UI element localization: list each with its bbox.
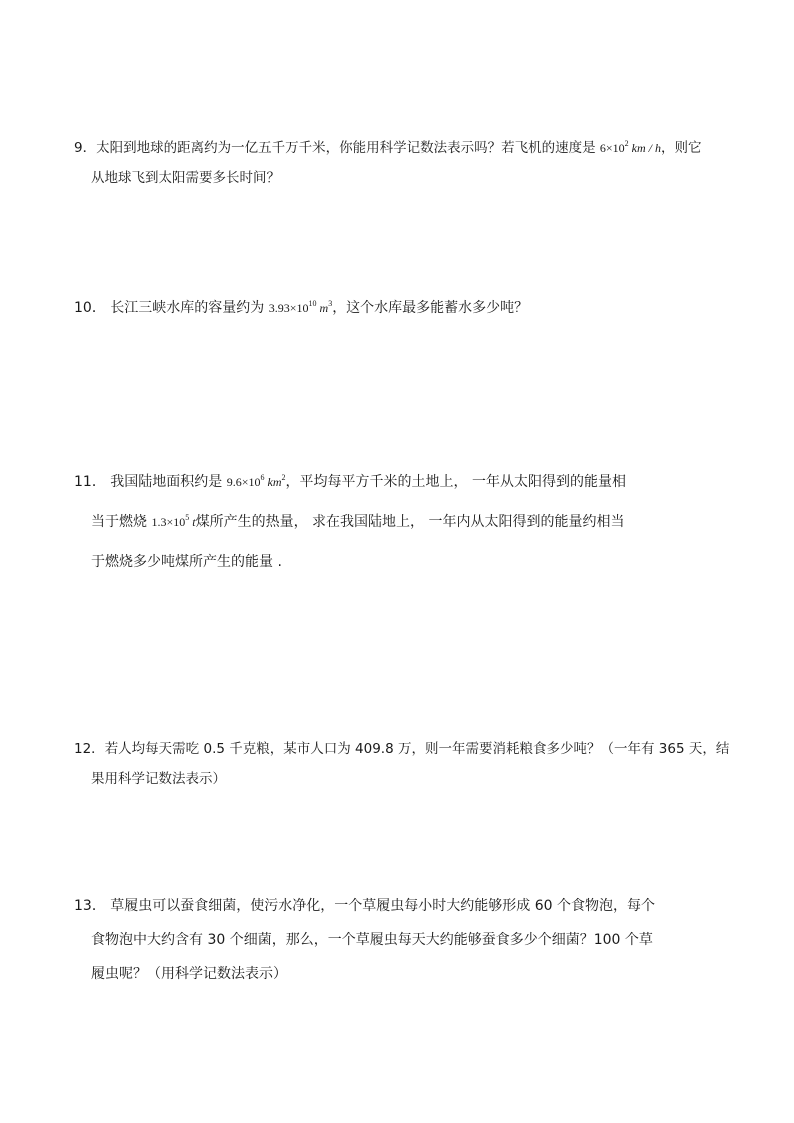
area-exponent: 6 — [260, 473, 265, 482]
area-unit: km — [267, 475, 282, 489]
speed-expression — [600, 141, 661, 155]
question-11 — [74, 462, 724, 582]
area-expression — [227, 475, 286, 489]
question-text: ，平均每平方千米的土地上， 一年从太阳得到的能量相 — [285, 474, 626, 490]
speed-exponent: 2 — [624, 139, 629, 148]
question-10 — [74, 293, 724, 323]
capacity-unit-exponent: 3 — [328, 299, 333, 308]
question-number: 9． — [74, 140, 97, 156]
question-13-line-1 — [74, 889, 724, 923]
coal-exponent: 5 — [185, 513, 190, 522]
question-text: 当于燃烧 — [91, 514, 147, 530]
speed-base: 10 — [612, 141, 625, 155]
coal-coefficient: 1.3 — [151, 515, 167, 529]
question-12 — [74, 734, 730, 794]
coal-unit: t — [192, 515, 196, 529]
times-sign: × — [241, 475, 249, 489]
question-number: 13． — [74, 898, 106, 914]
question-9-line-2: 从地球飞到太阳需要多长时间？ — [91, 170, 280, 186]
question-text: 我国陆地面积约是 — [110, 474, 223, 490]
question-number: 11． — [74, 474, 106, 490]
question-text: 煤所产生的热量， 求在我国陆地上， 一年内从太阳得到的能量约相当 — [195, 514, 625, 530]
area-unit-exponent: 2 — [281, 473, 286, 482]
question-9 — [74, 133, 724, 193]
question-13-line-3: 履虫呢？（用科学记数法表示） — [91, 966, 287, 982]
area-coefficient: 9.6 — [226, 475, 242, 489]
capacity-expression — [269, 301, 332, 315]
question-11-line-2 — [74, 502, 724, 542]
question-13 — [74, 889, 724, 991]
question-13-line-2: 食物泡中大约含有 30 个细菌，那么，一个草履虫每天大约能够蚕食多少个细菌？100 个草 — [91, 932, 653, 948]
question-text: 草履虫可以蚕食细菌，使污水净化，一个草履虫每小时大约能够形成 60 个食物泡，每个 — [110, 898, 655, 914]
capacity-unit: m — [319, 301, 329, 315]
question-10-line-1 — [74, 293, 724, 323]
capacity-base: 10 — [296, 301, 309, 315]
times-sign: × — [166, 515, 174, 529]
question-11-line-3: 于燃烧多少吨煤所产生的能量 . — [91, 554, 282, 570]
question-9-line-1 — [74, 133, 724, 163]
capacity-exponent: 10 — [308, 299, 317, 308]
question-12-line-2: 果用科学记数法表示） — [91, 771, 226, 787]
area-base: 10 — [248, 475, 261, 489]
question-text: ，这个水库最多能蓄水多少吨？ — [332, 300, 529, 316]
question-text: 太阳到地球的距离约为一亿五千万千米，你能用科学记数法表示吗？若飞机的速度是 — [96, 140, 596, 156]
coal-expression — [151, 515, 195, 529]
question-12-line-1 — [74, 734, 730, 764]
speed-unit: km / h — [631, 141, 661, 155]
speed-coefficient: 6 — [599, 141, 606, 155]
question-text: 长江三峡水库的容量约为 — [110, 300, 265, 316]
capacity-coefficient: 3.93 — [268, 301, 290, 315]
coal-base: 10 — [173, 515, 186, 529]
question-text: 若人均每天需吃 0.5 千克粮，某市人口为 409.8 万，则一年需要消耗粮食多少吨？（一年有 365 天，结 — [104, 741, 730, 757]
question-text: ，则它 — [661, 140, 702, 156]
times-sign: × — [289, 301, 297, 315]
question-11-line-1 — [74, 462, 724, 502]
question-number: 12． — [74, 741, 105, 757]
question-number: 10． — [74, 300, 106, 316]
times-sign: × — [605, 141, 613, 155]
